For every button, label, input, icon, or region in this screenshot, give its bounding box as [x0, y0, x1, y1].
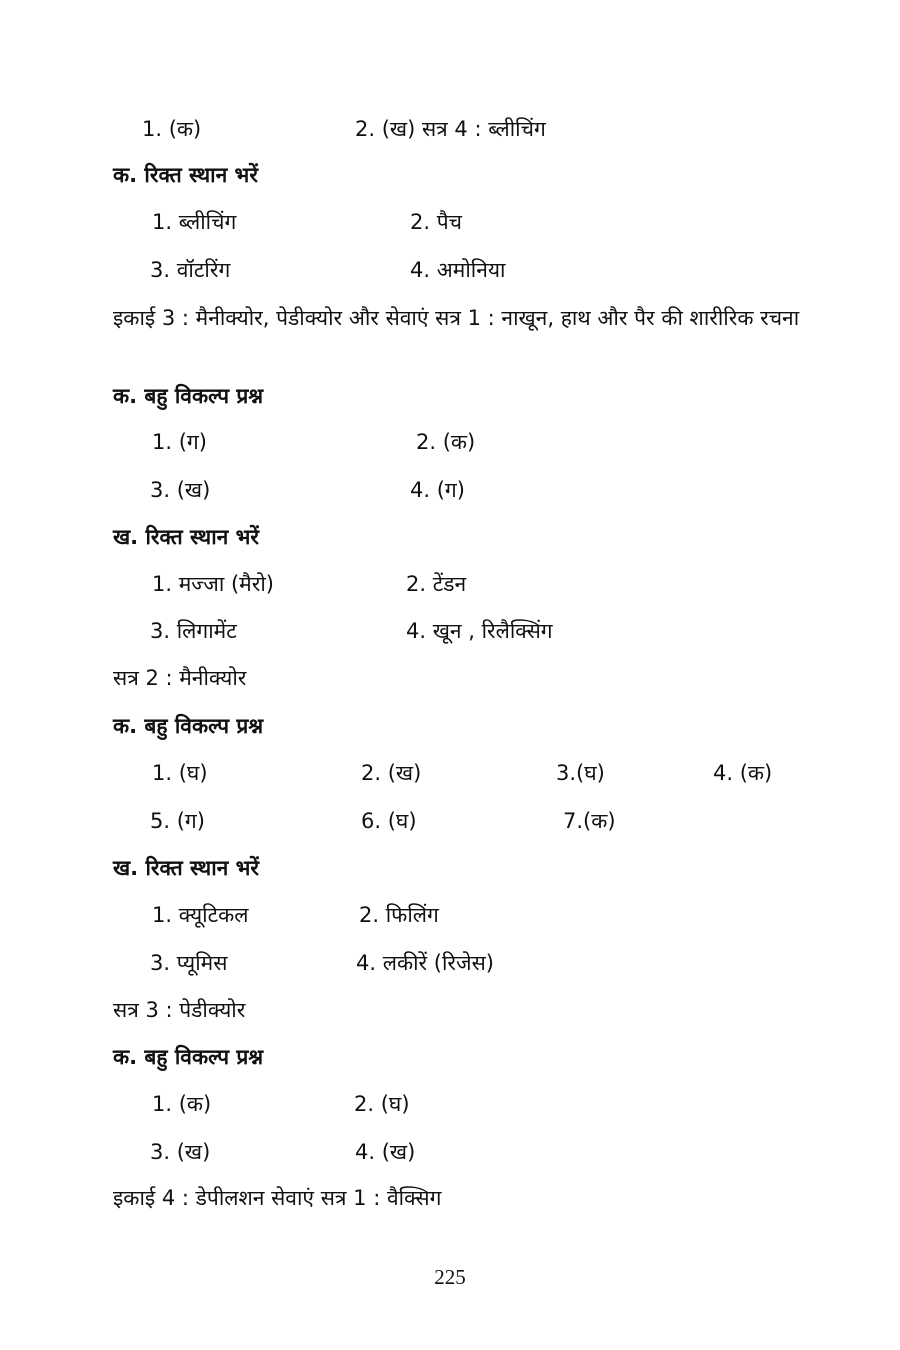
answer-item: 1. (क)	[152, 1092, 212, 1116]
session-title: सत्र 2 : मैनीक्योर	[113, 666, 247, 690]
answer-item: 2. टेंडन	[406, 572, 467, 596]
answer-item: 7.(क)	[563, 809, 616, 833]
section-heading: क. बहु विकल्प प्रश्न	[113, 1045, 264, 1069]
section-heading: ख. रिक्त स्थान भरें	[113, 856, 259, 880]
answer-item: 4. लकीरें (रिजेस)	[356, 951, 494, 975]
answer-item: 1. (घ)	[152, 761, 208, 785]
answer-item: 4. (ख)	[355, 1140, 416, 1164]
section-heading: क. रिक्त स्थान भरें	[113, 163, 258, 187]
section-heading: क. बहु विकल्प प्रश्न	[113, 384, 264, 408]
answer-item: 3. वॉटरिंग	[150, 258, 231, 282]
answer-item: 4. (ग)	[410, 478, 465, 502]
answer-item: 4. खून , रिलैक्सिंग	[406, 619, 553, 643]
section-heading: ख. रिक्त स्थान भरें	[113, 525, 259, 549]
answer-item: 1. क्यूटिकल	[152, 903, 249, 927]
answer-item: 3. (ख)	[150, 478, 211, 502]
answer-item: 2. पैच	[410, 210, 462, 234]
answer-item: 4. (क)	[713, 761, 773, 785]
session-title: सत्र 3 : पेडीक्योर	[113, 998, 246, 1022]
answer-item: 5. (ग)	[150, 809, 205, 833]
session-title: इकाई 4 : डेपीलशन सेवाएं सत्र 1 : वैक्सिग	[113, 1186, 442, 1210]
answer-item: 3. (ख)	[150, 1140, 211, 1164]
answer-item: 3. प्यूमिस	[150, 951, 228, 975]
answer-item: 2. (क)	[416, 430, 476, 454]
answer-item: 3.(घ)	[556, 761, 605, 785]
section-heading: क. बहु विकल्प प्रश्न	[113, 714, 264, 738]
answer-item: 2. (घ)	[354, 1092, 410, 1116]
answer-item: 6. (घ)	[361, 809, 417, 833]
answer-item: 1. ब्लीचिंग	[152, 210, 237, 234]
answer-item: 4. अमोनिया	[410, 258, 506, 282]
answer-item: 2. (ख) सत्र 4 : ब्लीचिंग	[355, 117, 546, 141]
answer-item: 1. (ग)	[152, 430, 207, 454]
page-number: 225	[434, 1265, 466, 1289]
answer-item: 1. मज्जा (मैरो)	[152, 572, 274, 596]
answer-item: 3. लिगामेंट	[150, 619, 237, 643]
unit-paragraph: इकाई 3 : मैनीक्योर, पेडीक्योर और सेवाएं सत्र 1 : नाखून, हाथ और पैर की शारीरिक रचना	[113, 306, 800, 330]
answer-item: 2. (ख)	[361, 761, 422, 785]
answer-item: 2. फिलिंग	[359, 903, 439, 927]
answer-item: 1. (क)	[142, 117, 202, 141]
